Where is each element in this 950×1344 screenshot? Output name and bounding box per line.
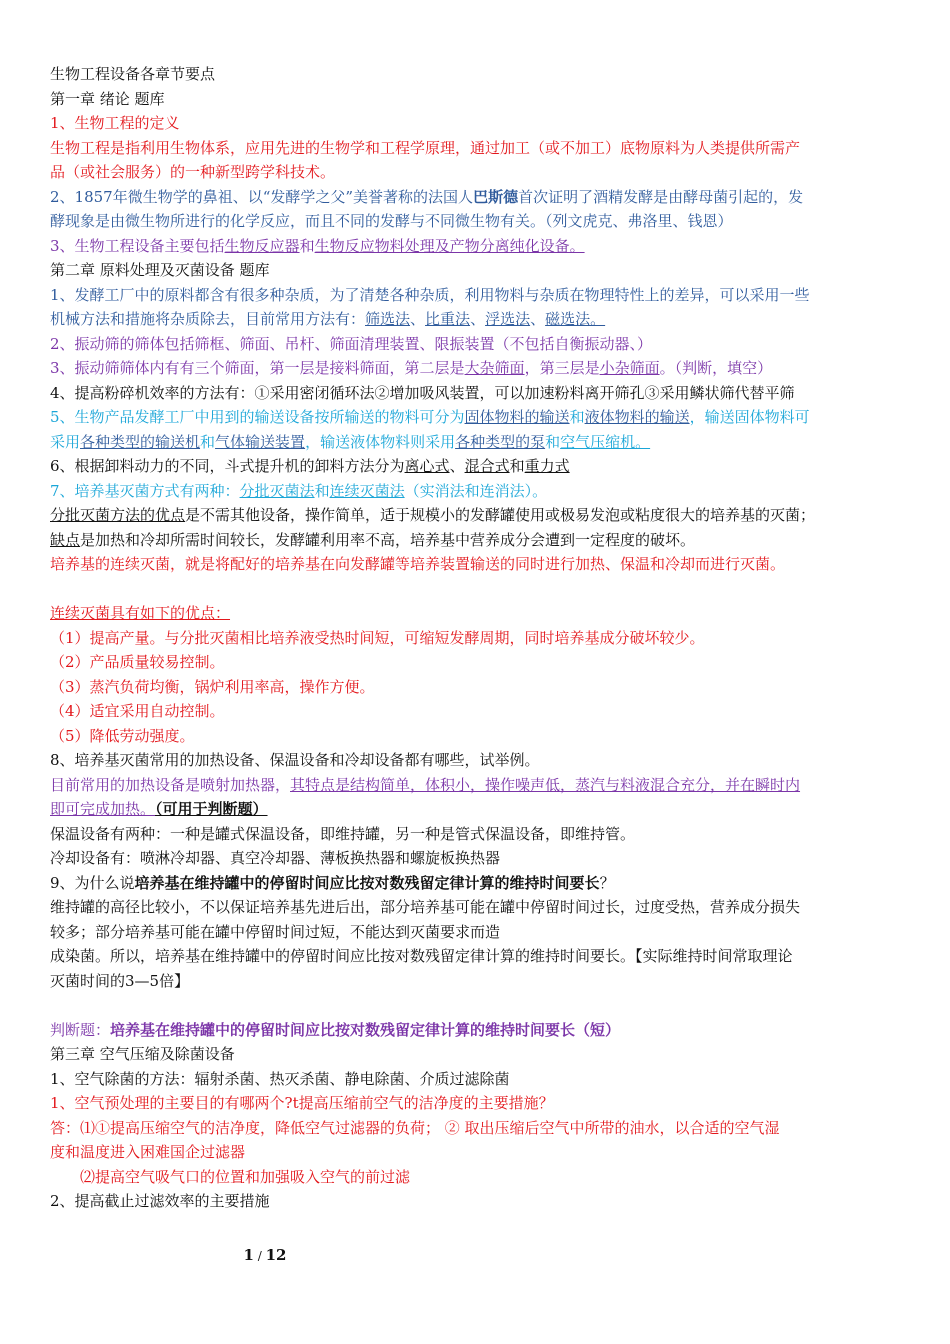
text-run: ，第三层是	[524, 359, 600, 377]
doc-title: 生物工程设备各章节要点	[50, 65, 216, 83]
text-run: 7、培养基灭菌方式有两种：	[50, 481, 240, 500]
text-run: 、	[470, 310, 486, 328]
document-page	[50, 62, 908, 1214]
text-run: 和	[569, 408, 585, 426]
underlined-term: 大杂筛面	[464, 359, 525, 377]
item-1-heading: 1、生物工程的定义	[50, 114, 180, 132]
ch2-item-3-line	[50, 356, 908, 381]
advantage-1: （1）提高产量。与分批灭菌相比培养液受热时间短，可缩短发酵周期，同时培养基成分破坏较少。	[50, 628, 705, 647]
page-number	[0, 1246, 530, 1264]
underlined-term: 小杂筛面	[599, 359, 660, 377]
ch3-answer-line-3	[50, 1165, 908, 1190]
text-run: 。（判断，填空）	[659, 359, 773, 377]
continuous-sterilization-def: 培养基的连续灭菌，就是将配好的培养基在向发酵罐等培养装置输送的同时进行加热、保温和冷却而进行灭菌。	[50, 555, 786, 573]
bold-question: 培养基在维持罐中的停留时间应比按对数残留定律计算的维持时间要长	[134, 873, 600, 892]
text-run: 是加热和冷却所需时间较长，发酵罐利用率不高，培养基中营养成分会遭到一定程度的破坏。	[80, 530, 696, 549]
page-current: 1	[243, 1246, 254, 1264]
continuous-advantages-heading: 连续灭菌具有如下的优点：	[50, 604, 231, 622]
bold-question: 培养基在维持罐中的停留时间应比按对数残留定律计算的维持时间要长（短）	[110, 1020, 621, 1039]
underlined-term: 气体输送装置	[215, 432, 306, 451]
text-run: 机械方法和措施将杂质除去，目前常用方法有：	[50, 310, 366, 328]
underlined-term: 比重法	[425, 310, 471, 328]
text-run: （实消法和连消法）。	[404, 481, 548, 500]
ch2-item-8-line: 8、培养基灭菌常用的加热设备、保温设备和冷却设备都有哪些，试举例。	[50, 751, 540, 769]
advantage-3: （3）蒸汽负荷均衡，锅炉利用率高，操作方便。	[50, 677, 375, 696]
ch2-item-6-line	[50, 454, 908, 479]
underlined-term: 即可完成加热。	[50, 800, 156, 818]
text-run: 采用	[50, 432, 81, 451]
text-run: 3、生物工程设备主要包括	[50, 236, 225, 255]
ch3-item-1-line: 1、空气除菌的方法：辐射杀菌、热灭杀菌、静电除菌、介质过滤除菌	[50, 1069, 510, 1088]
blank-line	[50, 577, 908, 602]
text-run: 目前常用的加热设备是喷射加热器，	[50, 775, 291, 794]
text-run: 首次证明了酒精发酵是由酵母菌引起的，发	[518, 187, 804, 206]
text-run: 和	[200, 432, 216, 451]
underlined-term: 固体物料的输送	[464, 408, 570, 426]
text-run: 、	[449, 457, 465, 475]
ch2-item-5-line-1	[50, 405, 908, 430]
underlined-term: 生物反应物料处理及产物分离纯化设备。	[314, 236, 585, 255]
underlined-term: 各种类型的泵	[455, 432, 546, 451]
cooling-device-line: 冷却设备有：喷淋冷却器、真空冷却器、薄板换热器和螺旋板换热器	[50, 849, 501, 867]
underlined-term: 连续灭菌法	[329, 481, 405, 500]
underlined-term: 筛选法	[365, 310, 411, 328]
ch2-item-1-line-1: 1、发酵工厂中的原料都含有很多种杂质，为了清楚各种杂质，利用物料与杂质在物理特性上的差异，可以采用一些	[50, 285, 810, 304]
page-total: 12	[265, 1246, 287, 1264]
text-run: ⑵提高空气吸气口的位置和加强吸入空气的前过滤	[80, 1167, 411, 1186]
ch2-item-4-line: 4、提高粉碎机效率的方法有：①采用密闭循环法②增加吸风装置，可以加速粉料离开筛孔③采用鳞状筛代替平筛	[50, 383, 795, 402]
blank-line	[50, 993, 908, 1018]
item-3-line	[50, 234, 908, 259]
text-run: 3、振动筛筛体内有有三个筛面，第一层是接料筛面，第二层是	[50, 359, 465, 377]
text-run: 判断题：	[50, 1020, 111, 1039]
pasteur-name: 巴斯德	[473, 187, 519, 206]
text-run: 2、1857年微生物学的鼻祖、以“发酵学之父”美誉著称的法国人	[50, 187, 474, 206]
answer-9-line-2: 较多；部分培养基可能在罐中停留时间过短，不能达到灭菌要求而造	[50, 922, 501, 941]
judgement-question	[50, 1018, 908, 1043]
ch3-question-line: 1、空气预处理的主要目的有哪两个?t提高压缩前空气的洁净度的主要措施？	[50, 1094, 554, 1112]
underlined-term: 分批灭菌法	[239, 481, 315, 500]
text-run: 、	[530, 310, 546, 328]
underlined-term: 分批灭菌方法的优点	[50, 506, 186, 524]
ch3-answer-line-2: 度和温度进入困难国企过滤器	[50, 1143, 246, 1161]
ch2-item-7-line	[50, 479, 908, 504]
ch3-answer-line-1: 答：⑴①提高压缩空气的洁净度，降低空气过滤器的负荷； ② 取出压缩后空气中所带的油水，以合适的空气湿	[50, 1118, 780, 1137]
ch2-item-5-line-2	[50, 430, 908, 455]
underlined-term: 磁选法。	[545, 310, 606, 328]
judgement-note: （可用于判断题）	[155, 800, 268, 818]
chapter-2-heading: 第二章 原料处理及灭菌设备 题库	[50, 261, 270, 279]
heating-device-line-1	[50, 773, 908, 798]
chapter-3-heading: 第三章 空气压缩及除菌设备	[50, 1045, 235, 1063]
batch-advantage-line	[50, 503, 908, 528]
holding-device-line: 保温设备有两种：一种是罐式保温设备，即维持罐，另一种是管式保温设备，即维持管。	[50, 824, 636, 843]
answer-9-line-1: 维持罐的高径比较小，不以保证培养基先进后出，部分培养基可能在罐中停留时间过长，过度受热，营养成分损失	[50, 898, 801, 916]
underlined-term: 缺点	[50, 530, 81, 549]
ch2-item-2-line: 2、振动筛的筛体包括筛框、筛面、吊杆、筛面清理装置、限振装置（不包括自衡振动器、）	[50, 334, 653, 353]
underlined-term: 离心式	[404, 457, 450, 475]
underlined-term: 空气压缩机。	[560, 432, 651, 451]
advantage-5: （5）降低劳动强度。	[50, 726, 195, 745]
underlined-term: 混合式	[464, 457, 510, 475]
text-run: ，输送固体物料可	[689, 408, 810, 426]
page-separator: /	[253, 1249, 266, 1263]
text-run: 5、生物产品发酵工厂中用到的输送设备按所输送的物料可分为	[50, 408, 465, 426]
definition-line-1: 生物工程是指利用生物体系，应用先进的生物学和工程学原理，通过加工（或不加工）底物原料为人类提供所需产	[50, 138, 801, 157]
underlined-term: 浮选法	[485, 310, 531, 328]
ch2-item-9-line	[50, 871, 908, 896]
underlined-term: 各种类型的输送机	[80, 432, 201, 451]
answer-9-line-4: 灭菌时间的3—5倍】	[50, 971, 190, 990]
text-run: ？	[599, 873, 615, 892]
text-run: 是不需其他设备，操作简单，适于规模小的发酵罐使用或极易发泡或粘度很大的培养基的灭菌；	[185, 506, 816, 524]
text-run: 和	[299, 236, 315, 255]
text-run: 9、为什么说	[50, 873, 135, 892]
text-run: 和	[314, 481, 330, 500]
text-run: 和	[545, 432, 561, 451]
underlined-term: 液体物料的输送	[584, 408, 690, 426]
text-run: 和	[509, 457, 525, 475]
text-run: 、	[410, 310, 426, 328]
answer-9-line-3: 成染菌。所以，培养基在维持罐中的停留时间应比按对数残留定律计算的维持时间要长。【实际维持时间常取理论	[50, 947, 793, 965]
underlined-term: 重力式	[524, 457, 570, 475]
ch2-item-1-line-2	[50, 307, 908, 332]
item-2-line-2: 酵现象是由微生物所进行的化学反应，而且不同的发酵与不同微生物有关。（列文虎克、弗洛里、钱恩）	[50, 212, 733, 230]
ch3-item-2-line: 2、提高截止过滤效率的主要措施	[50, 1192, 270, 1210]
advantage-2: （2）产品质量较易控制。	[50, 653, 225, 671]
text-run: ，输送液体物料则采用	[305, 432, 456, 451]
batch-disadvantage-line	[50, 528, 908, 553]
definition-line-2: 品（或社会服务）的一种新型跨学科技术。	[50, 163, 336, 181]
underlined-term: 其特点是结构简单，体积小，操作噪声低，蒸汽与料液混合充分，并在瞬时内	[290, 775, 801, 794]
heating-device-line-2	[50, 797, 908, 822]
item-2-line-1	[50, 185, 908, 210]
chapter-1-heading: 第一章 绪论 题库	[50, 89, 165, 108]
advantage-4: （4）适宜采用自动控制。	[50, 702, 225, 720]
text-run: 6、根据卸料动力的不同，斗式提升机的卸料方法分为	[50, 457, 405, 475]
underlined-term: 生物反应器	[224, 236, 300, 255]
